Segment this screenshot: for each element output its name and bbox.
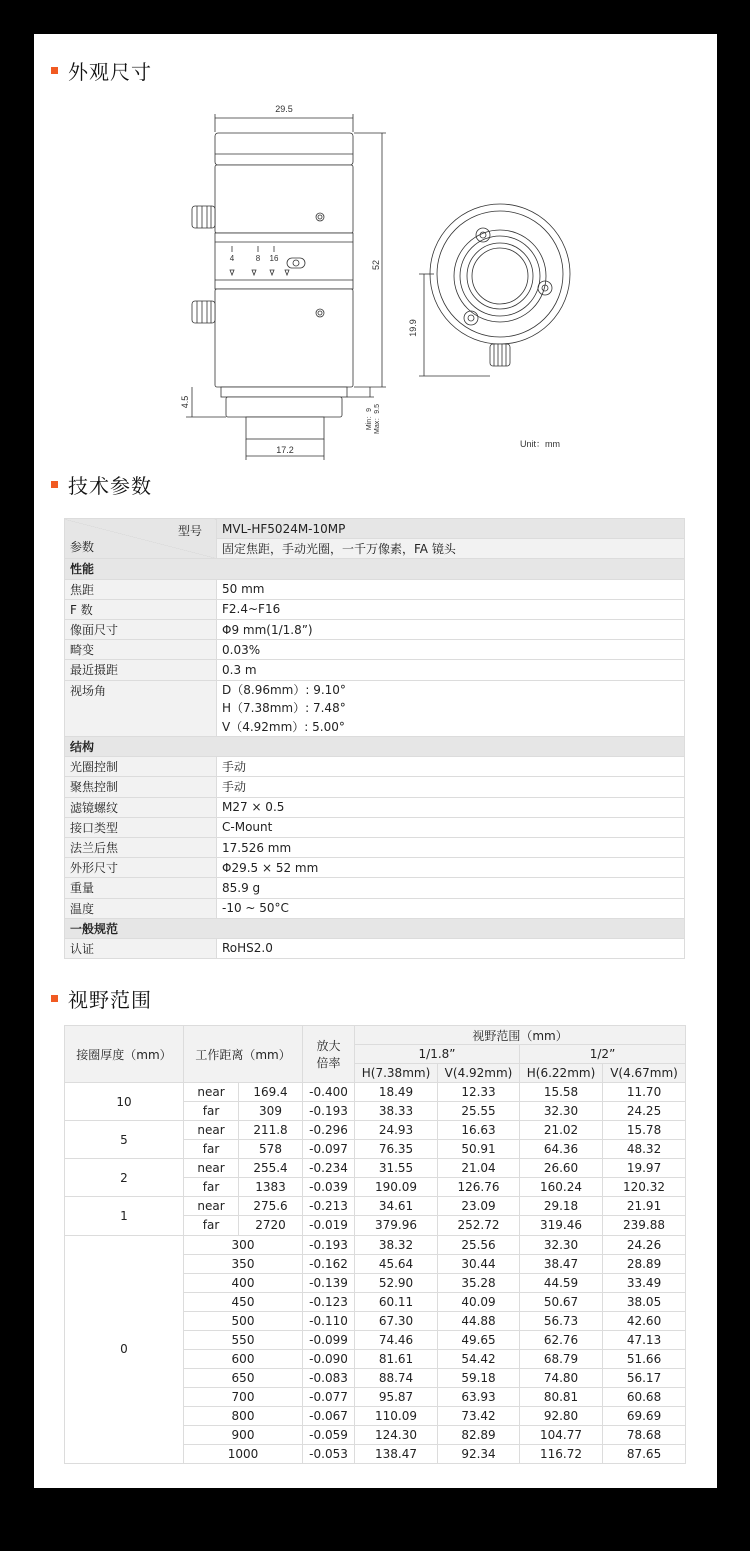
fov-cell: 63.93 (438, 1387, 520, 1406)
fov-cell: 59.18 (438, 1368, 520, 1387)
mag-header-line2: 倍率 (316, 1056, 341, 1071)
fov-cell: 126.76 (438, 1178, 520, 1197)
fov-cell: 56.17 (603, 1368, 686, 1387)
fov-cell: 92.80 (520, 1406, 603, 1425)
fov-cell: -0.083 (303, 1368, 355, 1387)
fov-cell: -0.090 (303, 1349, 355, 1368)
fov-cell: 24.93 (355, 1121, 438, 1140)
spec-value: 0.03% (217, 640, 685, 660)
fov-cell: -0.039 (303, 1178, 355, 1197)
spec-key: 像面尺寸 (65, 619, 217, 639)
fov-cell: 25.56 (438, 1235, 520, 1254)
col-ring-header: 接圈厚度（mm） (65, 1026, 184, 1083)
fov-cell: 38.05 (603, 1292, 686, 1311)
spec-row (65, 938, 685, 958)
working-distance: 350 (184, 1254, 303, 1273)
fov-cell: 28.89 (603, 1254, 686, 1273)
fov-cell: 32.30 (520, 1102, 603, 1121)
fov-cell: 124.30 (355, 1425, 438, 1444)
fov-cell: 34.61 (355, 1197, 438, 1216)
fov-cell: -0.110 (303, 1311, 355, 1330)
fov-cell: 50.67 (520, 1292, 603, 1311)
distance-label: far (184, 1102, 239, 1121)
fov-cell: 35.28 (438, 1273, 520, 1292)
spec-key: 焦距 (65, 579, 217, 599)
fov-cell: 78.68 (603, 1425, 686, 1444)
fov-cell: 52.90 (355, 1273, 438, 1292)
spec-header-corner (65, 519, 217, 559)
fov-cell: 15.78 (603, 1121, 686, 1140)
spec-row (65, 858, 685, 878)
spec-row (65, 599, 685, 619)
spec-key: 畸变 (65, 640, 217, 660)
fov-cell: 30.44 (438, 1254, 520, 1273)
spec-key: 聚焦控制 (65, 777, 217, 797)
spec-group-row (65, 918, 685, 938)
working-distance: 800 (184, 1406, 303, 1425)
fov-cell: 74.80 (520, 1368, 603, 1387)
working-distance: 300 (184, 1235, 303, 1254)
fov-cell: -0.234 (303, 1159, 355, 1178)
col-range-header: 视野范围（mm） (355, 1026, 686, 1045)
fov-angle-line: D（8.96mm）: 9.10° (222, 682, 346, 697)
distance-label: far (184, 1216, 239, 1235)
fov-cell: 275.6 (239, 1197, 303, 1216)
fov-row (65, 1159, 686, 1178)
fov-cell: 47.13 (603, 1330, 686, 1349)
fov-cell: 62.76 (520, 1330, 603, 1349)
fov-cell: 18.49 (355, 1083, 438, 1102)
working-distance: 500 (184, 1311, 303, 1330)
param-label: 参数 (70, 540, 95, 555)
fov-cell: 60.11 (355, 1292, 438, 1311)
col-mag-header (303, 1026, 355, 1083)
fov-cell: 60.68 (603, 1387, 686, 1406)
fov-cell: 33.49 (603, 1273, 686, 1292)
fov-cell: 44.88 (438, 1311, 520, 1330)
spec-row (65, 837, 685, 857)
fov-cell: -0.097 (303, 1140, 355, 1159)
spec-row (65, 619, 685, 639)
fov-cell: 54.42 (438, 1349, 520, 1368)
fov-cell: -0.019 (303, 1216, 355, 1235)
ring-thickness: 0 (65, 1235, 184, 1464)
spec-row (65, 898, 685, 918)
spec-value: -10 ~ 50°C (217, 898, 685, 918)
working-distance: 450 (184, 1292, 303, 1311)
fov-angle-line: H（7.38mm）: 7.48° (222, 701, 346, 715)
fov-cell: 56.73 (520, 1311, 603, 1330)
fov-cell: 110.09 (355, 1406, 438, 1425)
fov-cell: 16.63 (438, 1121, 520, 1140)
fov-cell: 12.33 (438, 1083, 520, 1102)
fov-cell: 2720 (239, 1216, 303, 1235)
spec-group-name: 结构 (65, 737, 685, 757)
fov-cell: 252.72 (438, 1216, 520, 1235)
fov-cell: 21.02 (520, 1121, 603, 1140)
working-distance: 550 (184, 1330, 303, 1349)
fov-cell: 32.30 (520, 1235, 603, 1254)
fov-cell: 104.77 (520, 1425, 603, 1444)
dim-mount-label: 17.2 (276, 445, 294, 455)
spec-value: M27 × 0.5 (217, 797, 685, 817)
aperture-tick-label: 4 (229, 254, 235, 263)
fov-cell: 190.09 (355, 1178, 438, 1197)
spec-group-name: 性能 (65, 559, 685, 579)
fov-cell: 87.65 (603, 1445, 686, 1464)
model-value: MVL-HF5024M-10MP (217, 519, 685, 539)
fov-cell: -0.162 (303, 1254, 355, 1273)
fov-cell: 74.46 (355, 1330, 438, 1349)
section-header-tech (51, 470, 152, 498)
spec-value: Φ29.5 × 52 mm (217, 858, 685, 878)
spec-group-row (65, 737, 685, 757)
fov-cell: -0.193 (303, 1235, 355, 1254)
distance-label: near (184, 1121, 239, 1140)
section-title: 视野范围 (68, 987, 152, 1012)
fov-cell: 80.81 (520, 1387, 603, 1406)
spec-value: 手动 (217, 777, 685, 797)
fov-cell: 138.47 (355, 1445, 438, 1464)
fov-cell: 255.4 (239, 1159, 303, 1178)
spec-value: Φ9 mm(1/1.8”) (217, 619, 685, 639)
working-distance: 1000 (184, 1445, 303, 1464)
col-v1: V(4.92mm) (438, 1064, 520, 1083)
working-distance: 700 (184, 1387, 303, 1406)
spec-key: 外形尺寸 (65, 858, 217, 878)
fov-cell: -0.296 (303, 1121, 355, 1140)
spec-row (65, 640, 685, 660)
aperture-tick-label: 16 (269, 254, 279, 263)
fov-row (65, 1235, 686, 1254)
dim-flange-label: 4.5 (180, 395, 190, 409)
fov-cell: -0.053 (303, 1445, 355, 1464)
spec-group-name: 一般规范 (65, 918, 685, 938)
fov-cell: -0.400 (303, 1083, 355, 1102)
working-distance: 900 (184, 1425, 303, 1444)
fov-row (65, 1083, 686, 1102)
fov-cell: 49.65 (438, 1330, 520, 1349)
unit-label: Unit：mm (520, 439, 560, 449)
sensor-header-1-1-8: 1/1.8” (355, 1045, 520, 1064)
spec-group-row (65, 559, 685, 579)
spec-key: 最近摄距 (65, 660, 217, 680)
fov-cell: 88.74 (355, 1368, 438, 1387)
fov-cell: 68.79 (520, 1349, 603, 1368)
fov-cell: 239.88 (603, 1216, 686, 1235)
spec-row (65, 797, 685, 817)
fov-cell: 21.04 (438, 1159, 520, 1178)
fov-cell: 38.47 (520, 1254, 603, 1273)
product-spec-page (34, 34, 717, 1488)
spec-value: 50 mm (217, 579, 685, 599)
model-label: 型号 (177, 524, 202, 538)
fov-cell: 24.26 (603, 1235, 686, 1254)
spec-row (65, 777, 685, 797)
fov-table (64, 1025, 686, 1464)
fov-cell: 92.34 (438, 1445, 520, 1464)
fov-cell: -0.193 (303, 1102, 355, 1121)
orange-square-icon (51, 67, 58, 74)
fov-cell: 578 (239, 1140, 303, 1159)
fov-cell: 38.32 (355, 1235, 438, 1254)
col-h1: H(7.38mm) (355, 1064, 438, 1083)
fov-cell: 40.09 (438, 1292, 520, 1311)
spec-value: 手动 (217, 757, 685, 777)
spec-value: C-Mount (217, 817, 685, 837)
spec-value: F2.4~F16 (217, 599, 685, 619)
fov-cell: 160.24 (520, 1178, 603, 1197)
fov-cell: 25.55 (438, 1102, 520, 1121)
dim-height-label: 52 (371, 259, 381, 271)
spec-key: 光圈控制 (65, 757, 217, 777)
distance-label: near (184, 1159, 239, 1178)
fov-cell: 69.69 (603, 1406, 686, 1425)
ring-thickness: 10 (65, 1083, 184, 1121)
fov-cell: 48.32 (603, 1140, 686, 1159)
mag-header-line1: 放大 (316, 1039, 341, 1054)
fov-row (65, 1197, 686, 1216)
fov-cell: 95.87 (355, 1387, 438, 1406)
fov-cell: 42.60 (603, 1311, 686, 1330)
col-wd-header: 工作距离（mm） (184, 1026, 303, 1083)
fov-cell: -0.123 (303, 1292, 355, 1311)
col-h2: H(6.22mm) (520, 1064, 603, 1083)
ring-thickness: 1 (65, 1197, 184, 1235)
fov-cell: 11.70 (603, 1083, 686, 1102)
fov-angle-line: V（4.92mm）: 5.00° (222, 719, 345, 734)
spec-key: 视场角 (65, 680, 217, 737)
spec-row (65, 579, 685, 599)
working-distance: 600 (184, 1349, 303, 1368)
spec-row (65, 878, 685, 898)
spec-key: 认证 (65, 938, 217, 958)
lens-dimension-drawing (34, 94, 717, 474)
fov-cell: 379.96 (355, 1216, 438, 1235)
sensor-header-1-2: 1/2” (520, 1045, 686, 1064)
fov-cell: -0.077 (303, 1387, 355, 1406)
spec-key: 重量 (65, 878, 217, 898)
fov-cell: 23.09 (438, 1197, 520, 1216)
fov-cell: 51.66 (603, 1349, 686, 1368)
distance-label: near (184, 1197, 239, 1216)
fov-cell: 29.18 (520, 1197, 603, 1216)
model-description: 固定焦距，手动光圈，一千万像素，FA 镜头 (217, 539, 685, 559)
dim-min-label: Min：9 (366, 407, 373, 431)
fov-cell: 1383 (239, 1178, 303, 1197)
distance-label: far (184, 1178, 239, 1197)
distance-label: near (184, 1083, 239, 1102)
fov-cell: 50.91 (438, 1140, 520, 1159)
fov-cell: 81.61 (355, 1349, 438, 1368)
fov-cell: 64.36 (520, 1140, 603, 1159)
fov-cell: 211.8 (239, 1121, 303, 1140)
fov-cell: 76.35 (355, 1140, 438, 1159)
fov-cell: 44.59 (520, 1273, 603, 1292)
fov-cell: -0.139 (303, 1273, 355, 1292)
fov-cell: 45.64 (355, 1254, 438, 1273)
ring-thickness: 5 (65, 1121, 184, 1159)
fov-row (65, 1121, 686, 1140)
spec-value: 17.526 mm (217, 837, 685, 857)
spec-row (65, 817, 685, 837)
section-header-appearance (51, 56, 152, 84)
spec-value: RoHS2.0 (217, 938, 685, 958)
section-title: 技术参数 (68, 473, 152, 498)
section-header-fov (51, 984, 152, 1012)
dim-offset-label: 19.9 (408, 319, 418, 337)
spec-row (65, 660, 685, 680)
col-v2: V(4.67mm) (603, 1064, 686, 1083)
spec-value (217, 680, 685, 737)
spec-value: 0.3 m (217, 660, 685, 680)
fov-cell: 116.72 (520, 1445, 603, 1464)
aperture-tick-label: 8 (255, 254, 261, 263)
section-title: 外观尺寸 (68, 59, 152, 84)
dim-max-label: Max：9.5 (374, 404, 381, 434)
working-distance: 650 (184, 1368, 303, 1387)
fov-cell: 19.97 (603, 1159, 686, 1178)
fov-cell: 26.60 (520, 1159, 603, 1178)
fov-cell: -0.059 (303, 1425, 355, 1444)
fov-cell: 82.89 (438, 1425, 520, 1444)
fov-cell: 67.30 (355, 1311, 438, 1330)
fov-cell: 309 (239, 1102, 303, 1121)
spec-table (64, 518, 685, 959)
fov-cell: 31.55 (355, 1159, 438, 1178)
fov-cell: -0.099 (303, 1330, 355, 1349)
fov-cell: -0.067 (303, 1406, 355, 1425)
working-distance: 400 (184, 1273, 303, 1292)
spec-value: 85.9 g (217, 878, 685, 898)
fov-cell: 24.25 (603, 1102, 686, 1121)
spec-key: F 数 (65, 599, 217, 619)
fov-cell: 319.46 (520, 1216, 603, 1235)
fov-cell: 21.91 (603, 1197, 686, 1216)
ring-thickness: 2 (65, 1159, 184, 1197)
spec-key: 法兰后焦 (65, 837, 217, 857)
fov-cell: -0.213 (303, 1197, 355, 1216)
orange-square-icon (51, 481, 58, 488)
fov-cell: 73.42 (438, 1406, 520, 1425)
spec-key: 温度 (65, 898, 217, 918)
spec-row-fov-angle (65, 680, 685, 737)
fov-cell: 169.4 (239, 1083, 303, 1102)
spec-key: 接口类型 (65, 817, 217, 837)
fov-cell: 38.33 (355, 1102, 438, 1121)
fov-cell: 15.58 (520, 1083, 603, 1102)
spec-key: 滤镜螺纹 (65, 797, 217, 817)
distance-label: far (184, 1140, 239, 1159)
orange-square-icon (51, 995, 58, 1002)
dim-width-label: 29.5 (275, 104, 293, 114)
fov-cell: 120.32 (603, 1178, 686, 1197)
spec-row (65, 757, 685, 777)
